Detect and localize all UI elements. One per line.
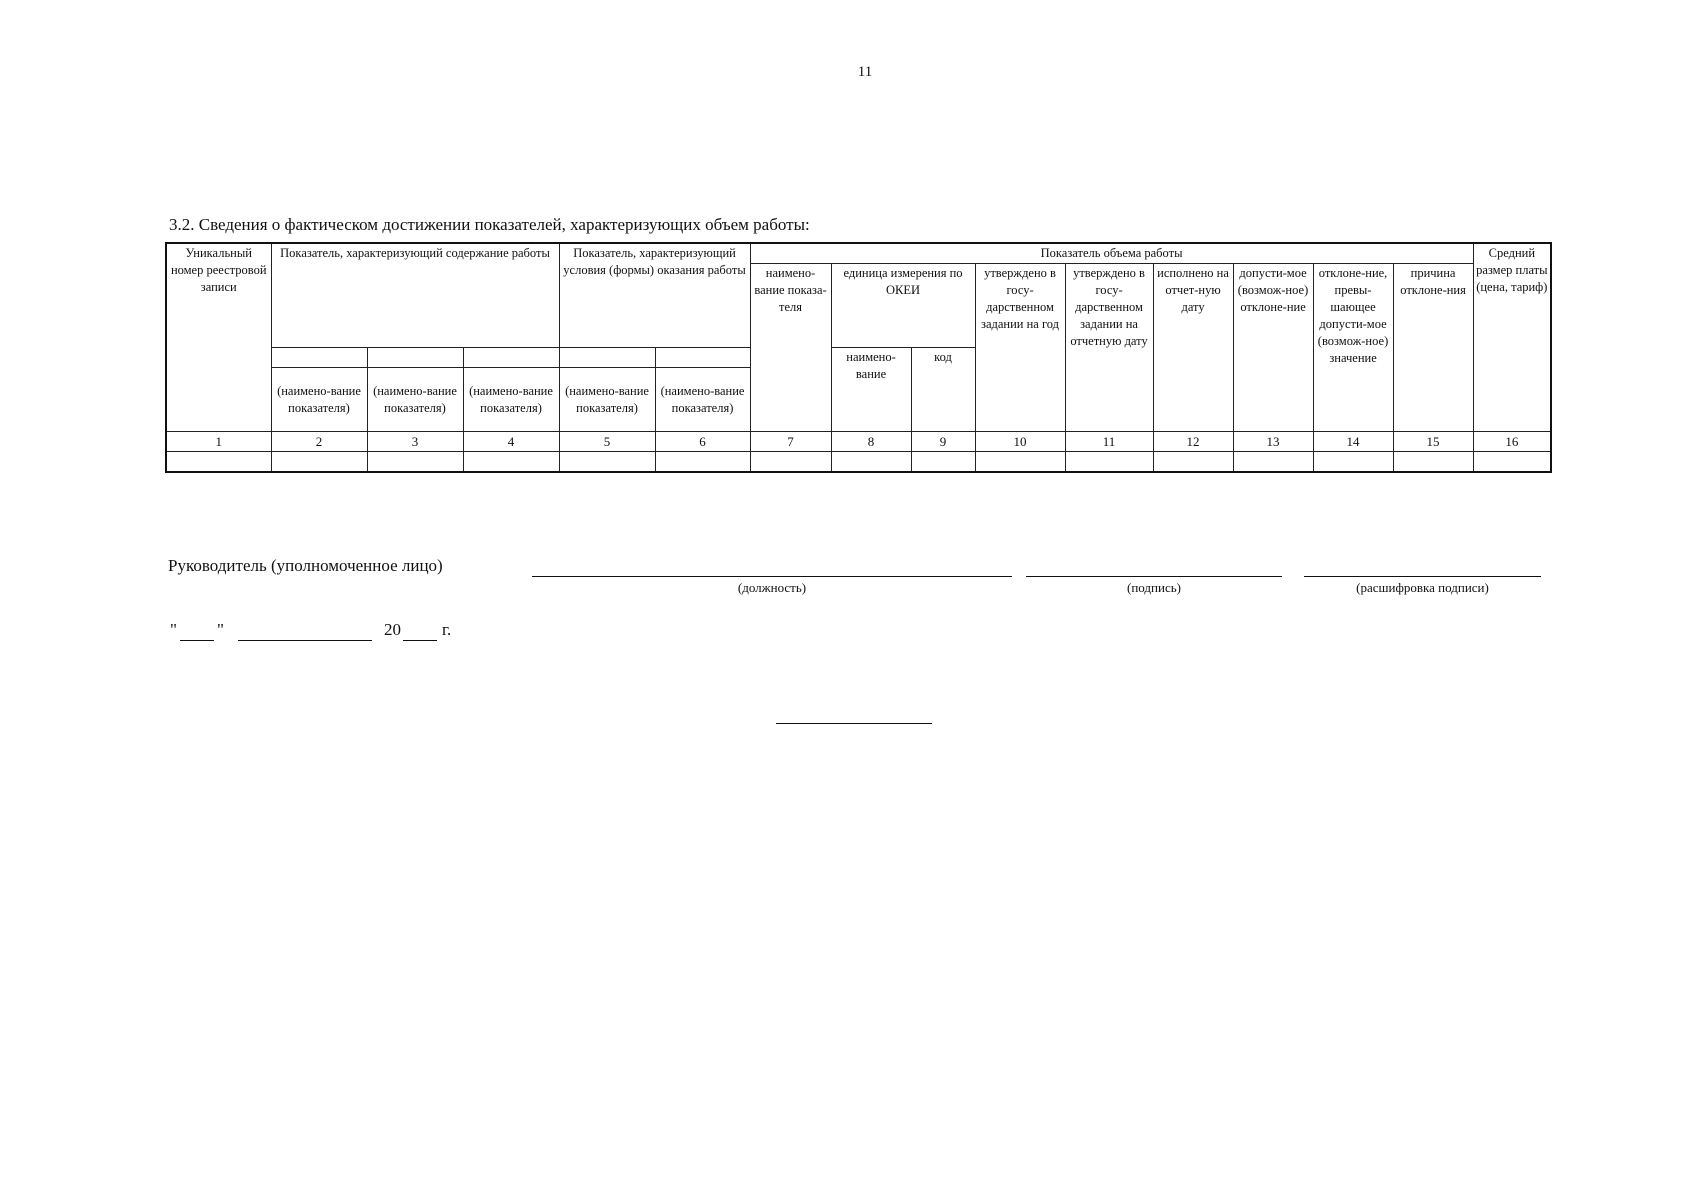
column-number: 7 bbox=[750, 432, 831, 452]
subindicator-label: (наимено-вание показателя) bbox=[271, 368, 367, 432]
table-cell[interactable] bbox=[271, 452, 367, 472]
header-approved-date: утверждено в госу-дарственном задании на отчетную дату bbox=[1065, 264, 1153, 432]
column-number: 12 bbox=[1153, 432, 1233, 452]
volume-indicators-table bbox=[165, 242, 1552, 473]
signature-caption: (подпись) bbox=[1127, 580, 1181, 595]
subindicator-label: (наимено-вание показателя) bbox=[463, 368, 559, 432]
header-content-indicator: Показатель, характеризующий содержание работы bbox=[271, 243, 559, 348]
blank-subindicator-cell bbox=[655, 348, 750, 368]
signatory-label: Руководитель (уполномоченное лицо) bbox=[168, 556, 443, 575]
table-cell[interactable] bbox=[1473, 452, 1551, 472]
header-volume-indicator: Показатель объема работы bbox=[750, 243, 1473, 264]
table-cell[interactable] bbox=[831, 452, 911, 472]
table-cell[interactable] bbox=[367, 452, 463, 472]
table-cell[interactable] bbox=[559, 452, 655, 472]
header-deviation-reason: причина отклоне-ния bbox=[1393, 264, 1473, 432]
table-cell[interactable] bbox=[1233, 452, 1313, 472]
column-number: 3 bbox=[367, 432, 463, 452]
table-cell[interactable] bbox=[1153, 452, 1233, 472]
column-number: 16 bbox=[1473, 432, 1551, 452]
header-average-fee: Средний размер платы (цена, тариф) bbox=[1473, 243, 1551, 432]
header-unit-code: код bbox=[911, 348, 975, 432]
header-allowed-deviation: допусти-мое (возмож-ное) отклоне-ние bbox=[1233, 264, 1313, 432]
signature-decoding-caption: (расшифровка подписи) bbox=[1356, 580, 1489, 595]
column-number: 5 bbox=[559, 432, 655, 452]
column-number: 8 bbox=[831, 432, 911, 452]
column-number: 2 bbox=[271, 432, 367, 452]
position-line[interactable] bbox=[532, 576, 1012, 577]
year-prefix: 20 bbox=[384, 620, 401, 639]
column-number: 4 bbox=[463, 432, 559, 452]
signature-decoding-line[interactable] bbox=[1304, 576, 1541, 577]
blank-subindicator-cell bbox=[367, 348, 463, 368]
table-cell[interactable] bbox=[1393, 452, 1473, 472]
position-caption: (должность) bbox=[737, 580, 807, 595]
column-number: 11 bbox=[1065, 432, 1153, 452]
header-unique-number: Уникальный номер реестровой записи bbox=[166, 243, 271, 432]
header-unit-name: наимено-вание bbox=[831, 348, 911, 432]
column-number: 15 bbox=[1393, 432, 1473, 452]
section-title: 3.2. Сведения о фактическом достижении показателей, характеризующих объем работы: bbox=[169, 215, 810, 234]
column-number-row bbox=[166, 432, 1551, 452]
signature-line[interactable] bbox=[1026, 576, 1282, 577]
table-cell[interactable] bbox=[1065, 452, 1153, 472]
subindicator-label: (наимено-вание показателя) bbox=[367, 368, 463, 432]
header-excess-deviation: отклоне-ние, превы-шающее допусти-мое (возмож-ное) значение bbox=[1313, 264, 1393, 432]
table-cell[interactable] bbox=[911, 452, 975, 472]
day-blank[interactable] bbox=[180, 640, 214, 641]
subindicator-label: (наимено-вание показателя) bbox=[559, 368, 655, 432]
subindicator-label: (наимено-вание показателя) bbox=[655, 368, 750, 432]
page-number: 11 bbox=[857, 64, 873, 80]
footnote-separator bbox=[776, 723, 932, 724]
header-indicator-name: наимено-вание показа-теля bbox=[750, 264, 831, 432]
table-cell[interactable] bbox=[166, 452, 271, 472]
date-quote-open: " bbox=[170, 620, 177, 639]
table-cell[interactable] bbox=[750, 452, 831, 472]
column-number: 1 bbox=[166, 432, 271, 452]
column-number: 6 bbox=[655, 432, 750, 452]
table-cell[interactable] bbox=[1313, 452, 1393, 472]
header-conditions-indicator: Показатель, характеризующий условия (формы) оказания работы bbox=[559, 243, 750, 348]
table-row bbox=[166, 452, 1551, 472]
column-number: 9 bbox=[911, 432, 975, 452]
date-quote-close: " bbox=[217, 620, 224, 639]
blank-subindicator-cell bbox=[463, 348, 559, 368]
header-approved-year: утверждено в госу-дарственном задании на год bbox=[975, 264, 1065, 432]
column-number: 14 bbox=[1313, 432, 1393, 452]
header-unit: единица измерения по ОКЕИ bbox=[831, 264, 975, 348]
column-number: 10 bbox=[975, 432, 1065, 452]
blank-subindicator-cell bbox=[559, 348, 655, 368]
year-blank[interactable] bbox=[403, 640, 437, 641]
table-cell[interactable] bbox=[655, 452, 750, 472]
header-executed-date: исполнено на отчет-ную дату bbox=[1153, 264, 1233, 432]
blank-subindicator-cell bbox=[271, 348, 367, 368]
column-number: 13 bbox=[1233, 432, 1313, 452]
month-blank[interactable] bbox=[238, 640, 372, 641]
year-suffix: г. bbox=[442, 620, 452, 639]
table-cell[interactable] bbox=[463, 452, 559, 472]
table-cell[interactable] bbox=[975, 452, 1065, 472]
